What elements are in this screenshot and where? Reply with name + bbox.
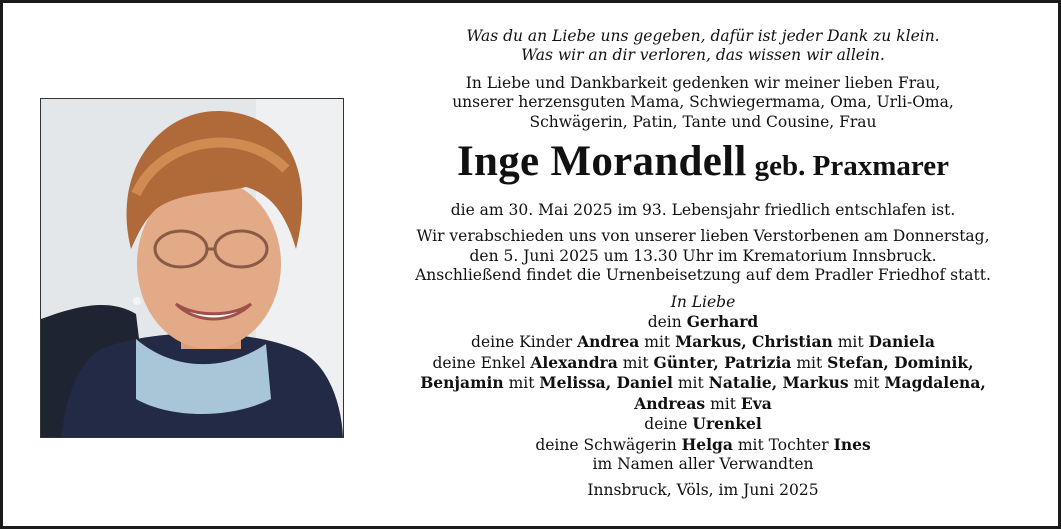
name-main: Inge Morandell — [456, 138, 747, 186]
mourner-grandchildren — [383, 353, 1023, 373]
funeral-line: den 5. Juni 2025 um 13.30 Uhr im Krematorium Innsbruck. — [469, 246, 937, 265]
mourners-heading: In Liebe — [670, 292, 736, 311]
mourner-name: Andreas — [634, 393, 706, 413]
obituary-text — [383, 27, 1023, 501]
mourner-connector: mit — [710, 394, 736, 413]
mourner-connector: mit — [508, 374, 535, 393]
mourner-name: Alexandra — [530, 352, 618, 372]
funeral-line: Wir verabschieden uns von unserer lieben Verstorbenen am Donnerstag, — [416, 227, 990, 246]
mourner-grandchildren — [383, 373, 1023, 393]
funeral-line: Anschließend findet die Urnenbeisetzung auf dem Pradler Friedhof statt. — [415, 266, 991, 285]
mourner-name: Stefan, Dominik, — [827, 352, 974, 372]
intro-line: In Liebe und Dankbarkeit gedenken wir meiner lieben Frau, — [465, 73, 941, 92]
quote-line: Was du an Liebe uns gegeben, dafür ist jeder Dank zu klein. — [466, 27, 940, 45]
mourner-name: Melissa, Daniel — [539, 373, 673, 393]
mourner-grandchildren — [383, 394, 1023, 414]
mourner-name: Markus, Christian — [675, 332, 833, 352]
mourner-connector: mit Tochter — [737, 435, 829, 454]
funeral-details — [383, 227, 1023, 285]
mourner-connector: mit — [677, 374, 704, 393]
mourner-prefix: deine Schwägerin — [535, 435, 677, 454]
mourner-name: Günter, Patrizia — [653, 352, 792, 372]
deceased-name — [383, 138, 1023, 195]
mourner-sister-in-law — [383, 435, 1023, 455]
mourner-connector: mit — [853, 374, 880, 393]
mourner-prefix: dein — [647, 313, 682, 332]
portrait-photo — [40, 98, 344, 438]
mourner-prefix: deine — [644, 415, 688, 434]
intro-line: Schwägerin, Patin, Tante und Cousine, Frau — [529, 112, 877, 131]
mourner-prefix: deine Enkel — [432, 353, 526, 372]
name-birth: geb. Praxmarer — [754, 150, 949, 183]
mourner-name: Eva — [740, 393, 772, 413]
mourner-name: Ines — [833, 434, 871, 454]
mourner-name: Andrea — [577, 332, 640, 352]
mourner-connector: mit — [644, 333, 671, 352]
mourner-relatives: im Namen aller Verwandten — [592, 454, 814, 473]
mourner-name: Natalie, Markus — [708, 373, 849, 393]
quote-line: Was wir an dir verloren, das wissen wir allein. — [521, 46, 885, 65]
intro — [383, 74, 1023, 132]
mourner-connector: mit — [796, 353, 823, 372]
place-date: Innsbruck, Völs, im Juni 2025 — [587, 481, 819, 500]
mourner-husband — [383, 312, 1023, 332]
mourner-name: Helga — [681, 434, 733, 454]
mourner-name: Benjamin — [420, 373, 504, 393]
mourner-name: Daniela — [868, 332, 935, 352]
mourner-great-grandchildren — [383, 414, 1023, 434]
mourners — [383, 293, 1023, 475]
mourner-prefix: deine Kinder — [471, 333, 573, 352]
mourner-name: Gerhard — [686, 312, 759, 332]
intro-line: unserer herzensguten Mama, Schwiegermama, Oma, Urli-Oma, — [452, 93, 954, 112]
mourner-connector: mit — [837, 333, 864, 352]
mourner-connector: mit — [622, 353, 649, 372]
mourner-name: Urenkel — [692, 414, 762, 434]
portrait-image — [41, 99, 343, 437]
death-notice: die am 30. Mai 2025 im 93. Lebensjahr friedlich entschlafen ist. — [450, 201, 956, 220]
mourner-name: Magdalena, — [884, 373, 986, 393]
memorial-quote — [383, 27, 1023, 66]
mourner-children — [383, 332, 1023, 352]
